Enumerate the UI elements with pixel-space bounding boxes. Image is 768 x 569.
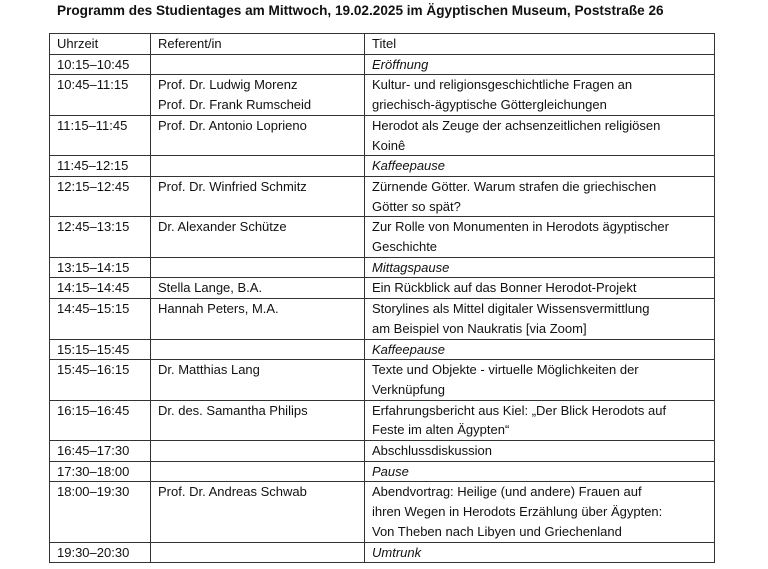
- title-line: Abschlussdiskussion: [372, 443, 492, 459]
- time-cell: [50, 176, 151, 216]
- speaker-cell: [151, 217, 365, 257]
- title-cell: [365, 278, 715, 299]
- time-cell: [50, 482, 151, 542]
- speaker-cell: [151, 360, 365, 400]
- title-line: Abendvortrag: Heilige (und andere) Frauen auf: [372, 484, 642, 500]
- time-cell: [50, 339, 151, 360]
- time-cell: [50, 441, 151, 462]
- time-text: 14:45–15:15: [57, 301, 130, 317]
- title-cell: [365, 299, 715, 339]
- speaker-cell: [151, 54, 365, 75]
- time-text: 11:15–11:45: [57, 117, 128, 133]
- speaker-cell: [151, 482, 365, 542]
- title-line: Herodot als Zeuge der achsenzeitlichen religiösen: [372, 117, 661, 133]
- time-cell: [50, 400, 151, 440]
- header-title: Titel: [365, 34, 715, 55]
- time-text: 19:30–20:30: [57, 544, 130, 560]
- title-line: Geschichte: [372, 239, 438, 255]
- time-text: 12:45–13:15: [57, 219, 130, 235]
- title-line: Zürnende Götter. Warum strafen die griechischen: [372, 178, 657, 194]
- table-header-row: [50, 34, 715, 55]
- time-text: 13:15–14:15: [57, 259, 130, 275]
- table-row: [50, 299, 715, 339]
- speaker-cell: [151, 441, 365, 462]
- table-row: [50, 75, 715, 115]
- table-row: [50, 115, 715, 155]
- table-row: [50, 339, 715, 360]
- speaker-name: Dr. des. Samantha Philips: [158, 402, 308, 418]
- speaker-name: Hannah Peters, M.A.: [158, 301, 279, 317]
- title-line: Eröffnung: [372, 56, 429, 72]
- title-line: Storylines als Mittel digitaler Wissensvermittlung: [372, 301, 650, 317]
- speaker-cell: [151, 278, 365, 299]
- time-cell: [50, 115, 151, 155]
- time-cell: [50, 542, 151, 563]
- speaker-name: Dr. Alexander Schütze: [158, 219, 287, 235]
- title-cell: [365, 115, 715, 155]
- title-line: Ein Rückblick auf das Bonner Herodot-Projekt: [372, 280, 637, 296]
- title-line: Verknüpfung: [372, 381, 446, 397]
- title-line: Umtrunk: [372, 544, 422, 560]
- table-row: [50, 461, 715, 482]
- title-cell: [365, 217, 715, 257]
- title-line: Pause: [372, 463, 409, 479]
- title-cell: [365, 176, 715, 216]
- title-line: Mittagspause: [372, 259, 450, 275]
- time-text: 10:45–11:15: [57, 77, 129, 93]
- table-row: [50, 360, 715, 400]
- table-row: [50, 441, 715, 462]
- time-text: 18:00–19:30: [57, 484, 130, 500]
- time-text: 16:15–16:45: [57, 402, 130, 418]
- time-cell: [50, 217, 151, 257]
- table-row: [50, 217, 715, 257]
- title-line: Kaffeepause: [372, 341, 446, 357]
- time-cell: [50, 54, 151, 75]
- time-text: 15:15–15:45: [57, 341, 130, 357]
- speaker-cell: [151, 156, 365, 177]
- title-cell: [365, 360, 715, 400]
- title-line: am Beispiel von Naukratis [via Zoom]: [372, 320, 587, 336]
- title-line: Erfahrungsbericht aus Kiel: „Der Blick Herodots auf: [372, 402, 667, 418]
- header-time: Uhrzeit: [50, 34, 151, 55]
- speaker-cell: [151, 176, 365, 216]
- title-cell: [365, 257, 715, 278]
- time-text: 17:30–18:00: [57, 463, 130, 479]
- title-line: griechisch-ägyptische Göttergleichungen: [372, 97, 607, 113]
- title-cell: [365, 339, 715, 360]
- time-cell: [50, 75, 151, 115]
- time-cell: [50, 156, 151, 177]
- title-line: Texte und Objekte - virtuelle Möglichkeiten der: [372, 362, 639, 378]
- program-table: [49, 33, 715, 563]
- table-row: [50, 156, 715, 177]
- title-line: Götter so spät?: [372, 198, 461, 214]
- speaker-name: Dr. Matthias Lang: [158, 362, 260, 378]
- speaker-cell: [151, 257, 365, 278]
- table-row: [50, 278, 715, 299]
- page-title: Programm des Studientages am Mittwoch, 19.02.2025 im Ägyptischen Museum, Poststraße 26: [57, 3, 664, 18]
- speaker-name: Prof. Dr. Andreas Schwab: [158, 484, 307, 500]
- speaker-cell: [151, 542, 365, 563]
- time-cell: [50, 299, 151, 339]
- time-text: 10:15–10:45: [57, 56, 130, 72]
- table-row: [50, 257, 715, 278]
- title-line: Kaffeepause: [372, 158, 446, 174]
- speaker-cell: [151, 115, 365, 155]
- speaker-cell: [151, 299, 365, 339]
- title-line: Koinê: [372, 137, 406, 153]
- header-speaker: Referent/in: [151, 34, 365, 55]
- table-row: [50, 482, 715, 542]
- title-cell: [365, 400, 715, 440]
- title-cell: [365, 461, 715, 482]
- speaker-cell: [151, 400, 365, 440]
- time-cell: [50, 278, 151, 299]
- table-row: [50, 542, 715, 563]
- speaker-name: Stella Lange, B.A.: [158, 280, 263, 296]
- time-text: 12:15–12:45: [57, 178, 130, 194]
- speaker-name: Prof. Dr. Antonio Loprieno: [158, 117, 307, 133]
- title-line: Zur Rolle von Monumenten in Herodots ägyptischer: [372, 219, 669, 235]
- time-cell: [50, 461, 151, 482]
- speaker-name: Prof. Dr. Winfried Schmitz: [158, 178, 307, 194]
- title-cell: [365, 75, 715, 115]
- time-text: 11:45–12:15: [57, 158, 129, 174]
- title-cell: [365, 156, 715, 177]
- time-cell: [50, 257, 151, 278]
- speaker-cell: [151, 461, 365, 482]
- title-cell: [365, 482, 715, 542]
- time-cell: [50, 360, 151, 400]
- time-text: 16:45–17:30: [57, 443, 130, 459]
- table-row: [50, 176, 715, 216]
- speaker-name: Prof. Dr. Ludwig Morenz: [158, 77, 298, 93]
- time-text: 14:15–14:45: [57, 280, 130, 296]
- table-row: [50, 54, 715, 75]
- title-line: Von Theben nach Libyen und Griechenland: [372, 523, 622, 539]
- title-line: ihren Wegen in Herodots Erzählung über Ägypten:: [372, 504, 663, 520]
- speaker-cell: [151, 75, 365, 115]
- title-cell: [365, 542, 715, 563]
- title-cell: [365, 54, 715, 75]
- speaker-cell: [151, 339, 365, 360]
- time-text: 15:45–16:15: [57, 362, 130, 378]
- title-line: Kultur- und religionsgeschichtliche Fragen an: [372, 77, 633, 93]
- table-row: [50, 400, 715, 440]
- title-line: Feste im alten Ägypten“: [372, 422, 510, 438]
- title-cell: [365, 441, 715, 462]
- speaker-name: Prof. Dr. Frank Rumscheid: [158, 97, 312, 113]
